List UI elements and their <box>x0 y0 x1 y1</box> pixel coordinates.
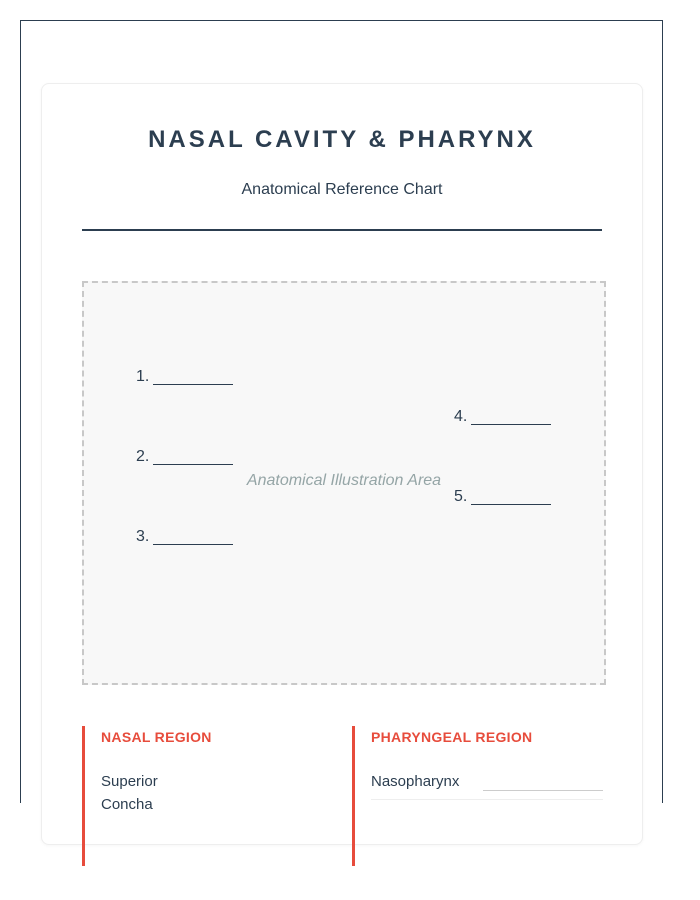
header-divider <box>82 229 602 231</box>
callout-number: 3. <box>136 528 150 545</box>
page-subtitle: Anatomical Reference Chart <box>241 181 443 198</box>
callout-number: 5. <box>454 488 468 505</box>
row-divider <box>371 799 603 800</box>
region-title: PHARYNGEAL REGION <box>371 729 533 745</box>
callout-number: 1. <box>136 368 150 385</box>
callout-3 <box>136 528 233 546</box>
callout-5 <box>454 488 551 506</box>
callout-4 <box>454 408 551 426</box>
page-title: NASAL CAVITY & PHARYNX <box>148 126 536 153</box>
region-item: Nasopharynx <box>371 773 460 790</box>
region-title: NASAL REGION <box>101 729 212 745</box>
callout-number: 2. <box>136 448 150 465</box>
label-blank[interactable] <box>471 488 551 505</box>
callout-number: 4. <box>454 408 468 425</box>
answer-blank[interactable] <box>483 790 603 791</box>
pharyngeal-region-panel <box>352 726 605 866</box>
region-item: Superior Concha <box>101 773 158 813</box>
page-frame <box>20 20 663 813</box>
illustration-caption: Anatomical Illustration Area <box>246 472 442 489</box>
nasal-region-panel <box>82 726 335 866</box>
callout-1 <box>136 368 233 386</box>
reference-card <box>41 83 643 845</box>
label-blank[interactable] <box>471 408 551 425</box>
callout-2 <box>136 448 233 466</box>
label-blank[interactable] <box>153 368 233 385</box>
illustration-area <box>82 281 606 685</box>
label-blank[interactable] <box>153 448 233 465</box>
label-blank[interactable] <box>153 528 233 545</box>
